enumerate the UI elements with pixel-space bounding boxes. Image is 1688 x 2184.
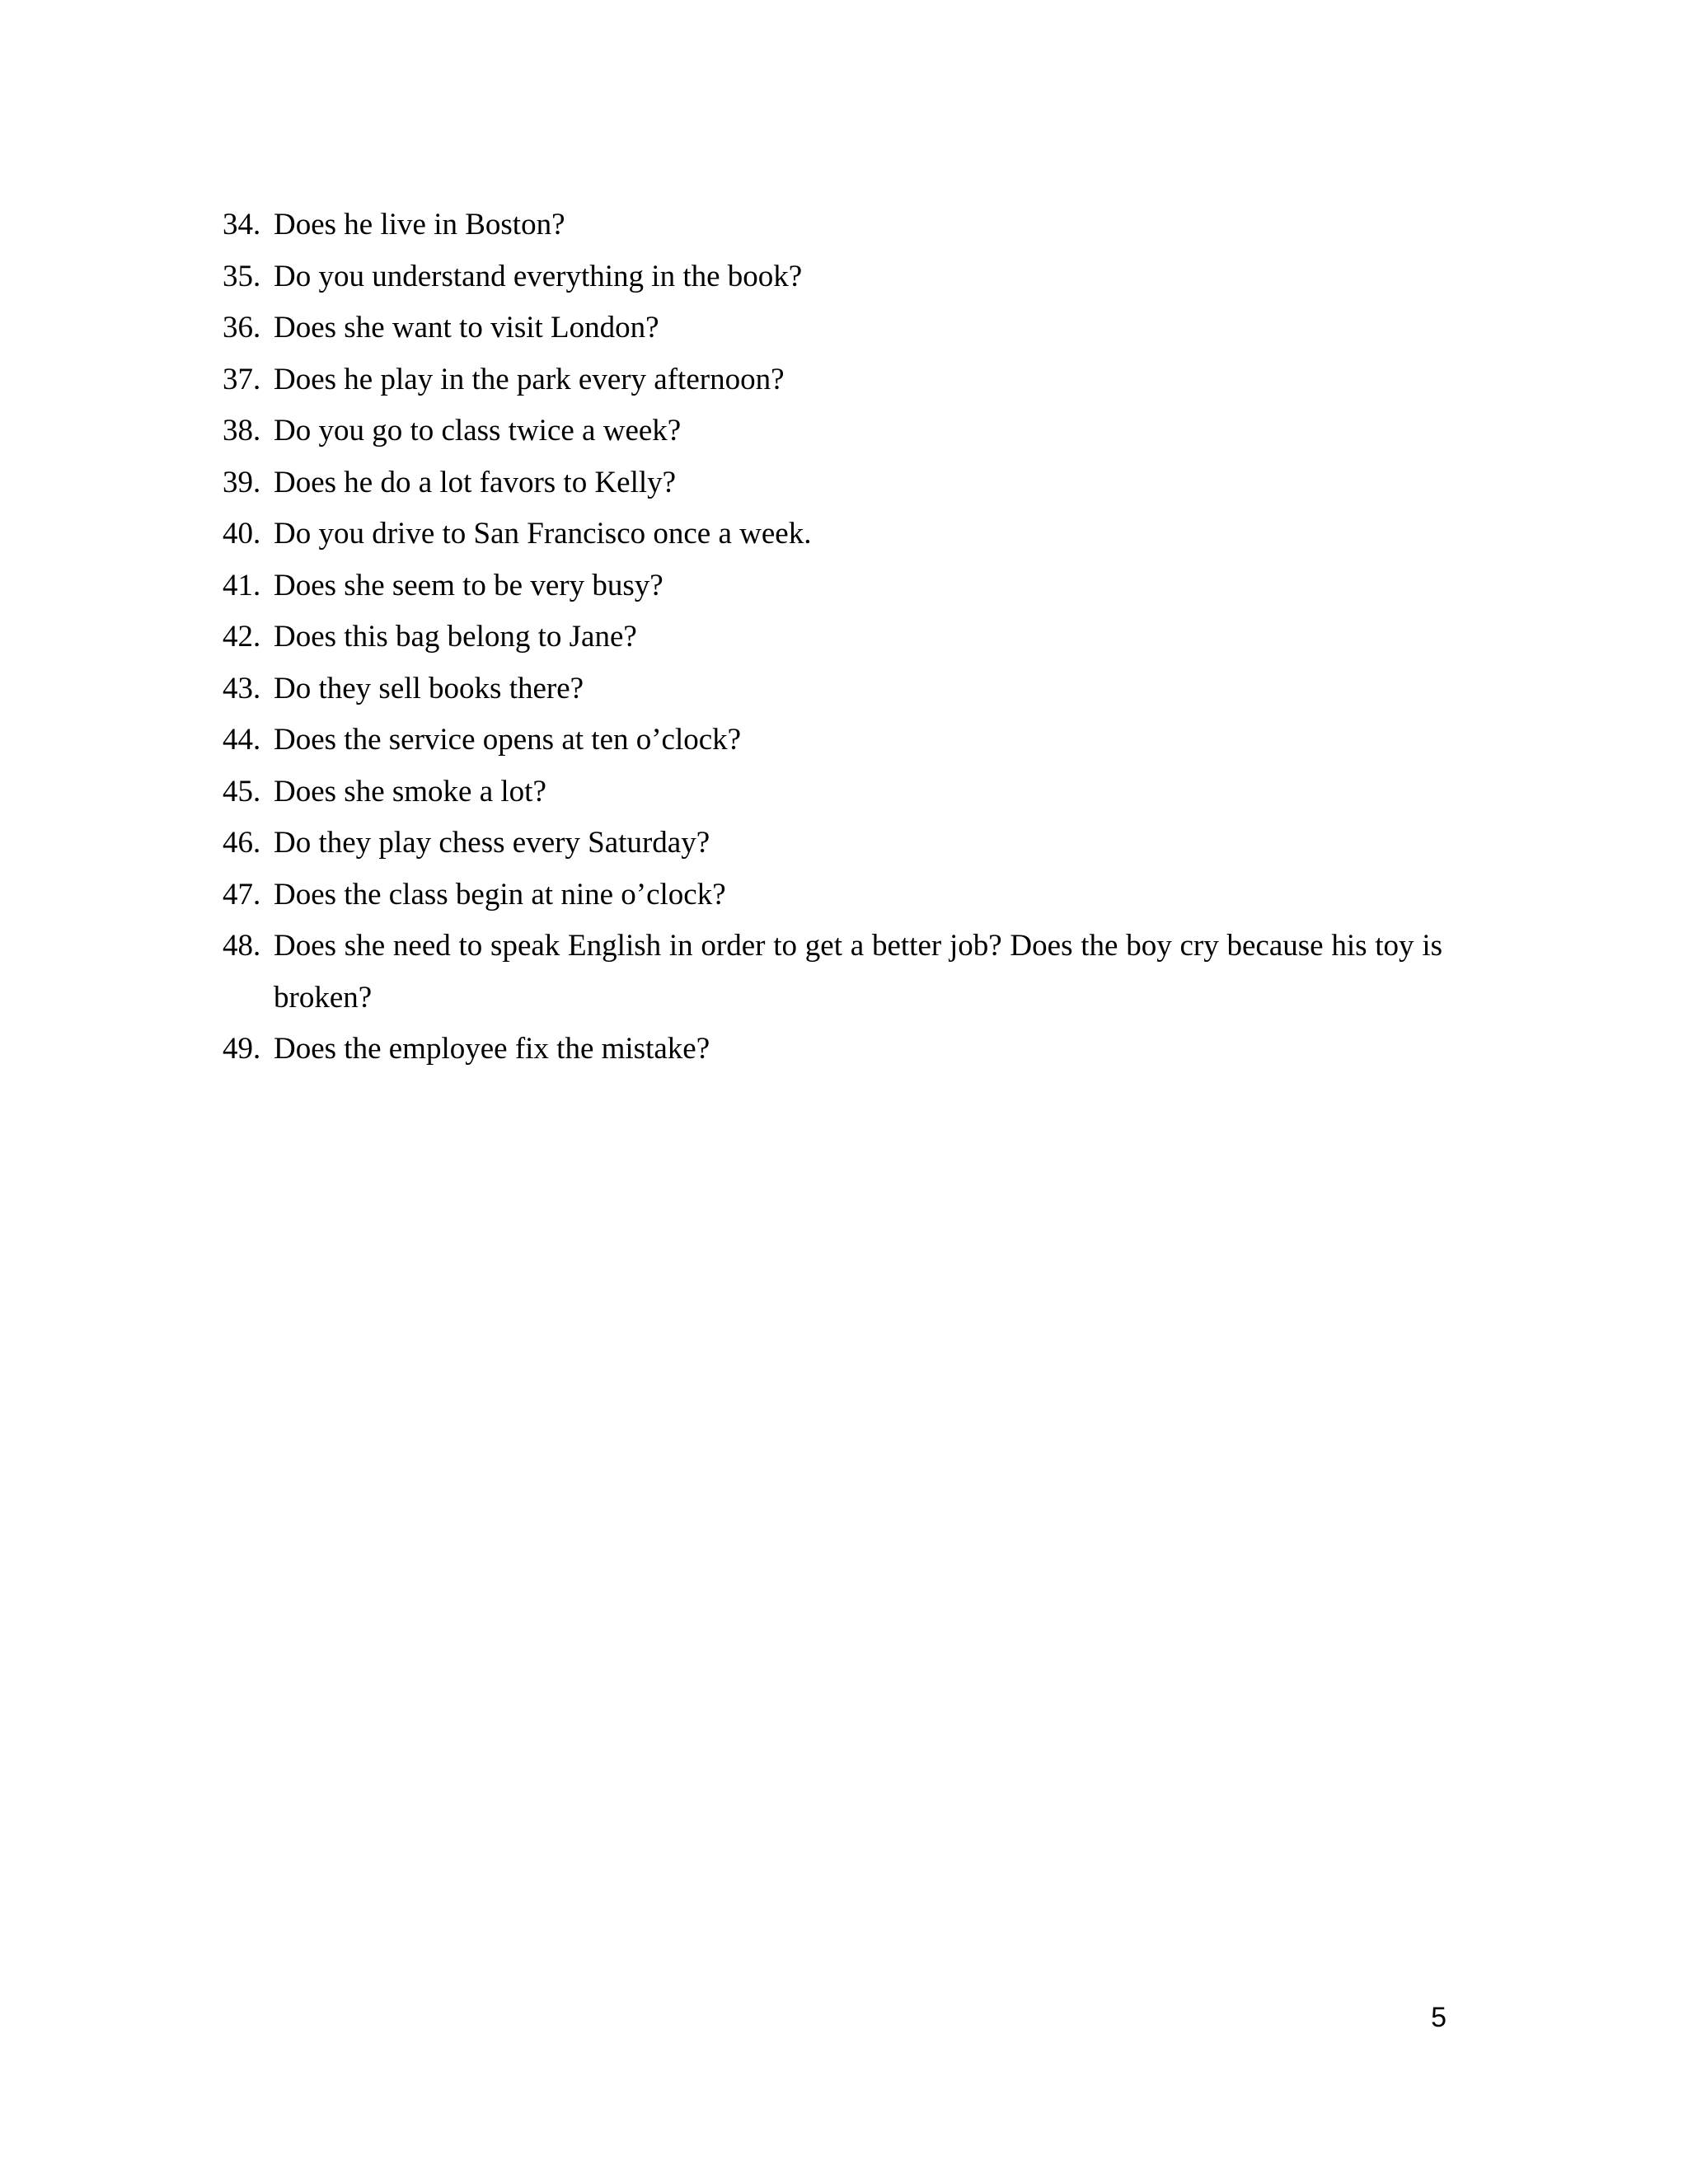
question-number: 41. bbox=[223, 568, 261, 602]
question-text: Does the employee fix the mistake? bbox=[274, 1032, 710, 1066]
question-item bbox=[223, 302, 1442, 354]
question-item bbox=[223, 199, 1442, 251]
question-text: Does he do a lot favors to Kelly? bbox=[274, 465, 677, 499]
question-text: Do they play chess every Saturday? bbox=[274, 826, 710, 860]
question-number: 48. bbox=[223, 929, 261, 963]
question-item bbox=[223, 818, 1442, 869]
question-text: Does he live in Boston? bbox=[274, 208, 565, 241]
question-number: 42. bbox=[223, 620, 261, 654]
question-item bbox=[223, 663, 1442, 715]
question-text: Does the service opens at ten o’clock? bbox=[274, 723, 742, 757]
question-item bbox=[223, 921, 1442, 1024]
question-item bbox=[223, 869, 1442, 921]
question-number: 36. bbox=[223, 311, 261, 344]
question-number: 40. bbox=[223, 517, 261, 551]
page-number: 5 bbox=[1431, 2002, 1447, 2033]
question-number: 38. bbox=[223, 414, 261, 448]
question-text: Does he play in the park every afternoon? bbox=[274, 362, 785, 396]
question-number: 39. bbox=[223, 465, 261, 499]
question-item bbox=[223, 251, 1442, 303]
question-text: Do you understand everything in the book? bbox=[274, 259, 803, 293]
question-text: Does she smoke a lot? bbox=[274, 774, 546, 808]
question-item bbox=[223, 457, 1442, 509]
question-text: Do you drive to San Francisco once a week. bbox=[274, 517, 812, 551]
question-item bbox=[223, 354, 1442, 406]
question-number: 46. bbox=[223, 826, 261, 860]
question-number: 49. bbox=[223, 1032, 261, 1066]
question-text: Do you go to class twice a week? bbox=[274, 414, 682, 448]
question-item bbox=[223, 715, 1442, 766]
question-number: 35. bbox=[223, 259, 261, 293]
question-text: Does the class begin at nine o’clock? bbox=[274, 877, 726, 912]
question-item bbox=[223, 766, 1442, 818]
question-number: 34. bbox=[223, 208, 261, 241]
question-item bbox=[223, 405, 1442, 457]
question-text: Do they sell books there? bbox=[274, 671, 584, 705]
question-item bbox=[223, 560, 1442, 612]
question-number: 44. bbox=[223, 723, 261, 757]
question-text: Does she want to visit London? bbox=[274, 311, 659, 344]
question-text: Does she need to speak English in order to get a better job? Does the boy cry because his toy is broken? bbox=[274, 929, 1442, 1015]
question-text: Does this bag belong to Jane? bbox=[274, 620, 637, 654]
question-list bbox=[223, 199, 1442, 1076]
question-item bbox=[223, 612, 1442, 663]
question-number: 45. bbox=[223, 774, 261, 808]
question-number: 47. bbox=[223, 877, 261, 912]
question-item bbox=[223, 509, 1442, 560]
question-item bbox=[223, 1024, 1442, 1076]
question-text: Does she seem to be very busy? bbox=[274, 568, 663, 602]
question-number: 37. bbox=[223, 362, 261, 396]
question-number: 43. bbox=[223, 671, 261, 705]
